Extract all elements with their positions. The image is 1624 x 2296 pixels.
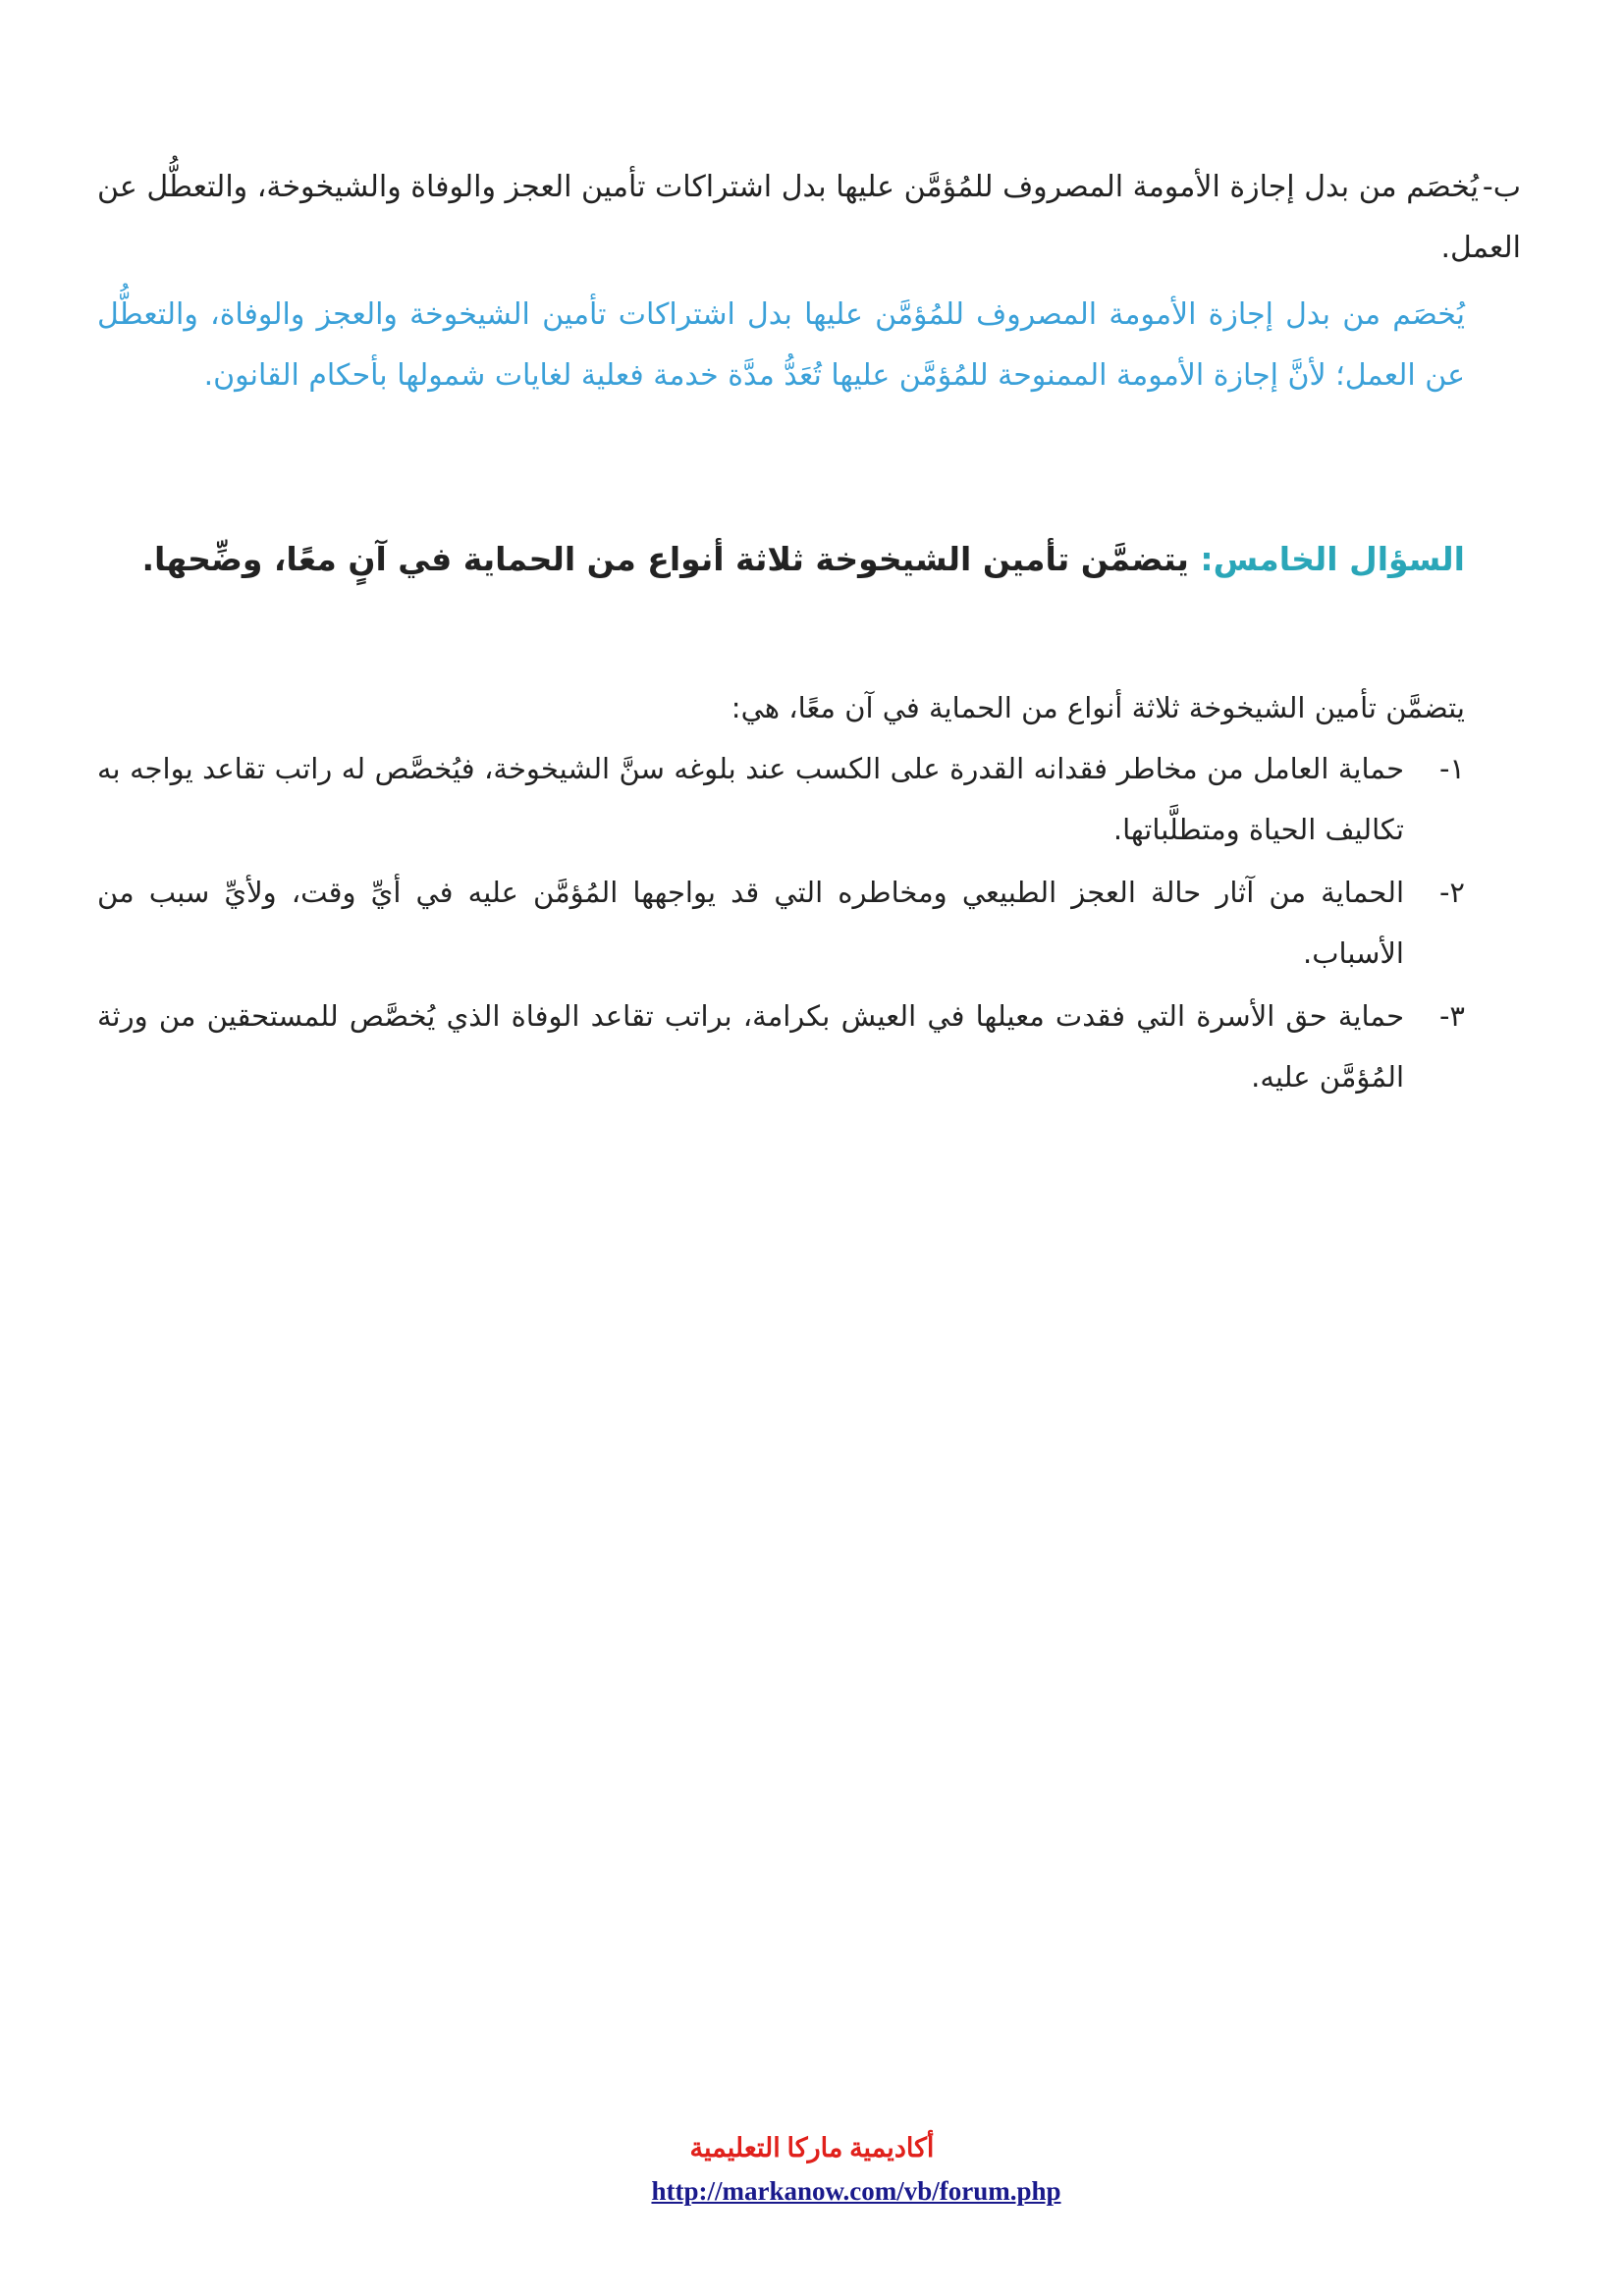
question-5-heading	[97, 527, 1465, 592]
answer-5-list	[97, 738, 1465, 1109]
question-5-text: يتضمَّن تأمين الشيخوخة ثلاثة أنواع من الحماية في آنٍ معًا، وضِّحها.	[141, 540, 1201, 578]
footer-link[interactable]: http://markanow.com/vb/forum.php	[651, 2176, 1061, 2206]
list-item-number: ٢-	[1438, 876, 1465, 909]
list-item-text: الحماية من آثار حالة العجز الطبيعي ومخاطره التي قد يواجهها المُؤمَّن عليه في أيِّ وقت، ولأيِّ سبب من الأسباب.	[97, 876, 1404, 970]
answer-5-intro: يتضمَّن تأمين الشيخوخة ثلاثة أنواع من الحماية في آن معًا، هي:	[731, 691, 1465, 724]
section-b-question-text: يُخصَم من بدل إجازة الأمومة المصروف للمُؤمَّن عليها بدل اشتراكات تأمين العجز والوفاة والشيخوخة، والتعطُّل عن العمل.	[97, 170, 1521, 265]
section-b-question	[97, 157, 1521, 279]
list-item-number: ٣-	[1438, 999, 1465, 1033]
list-item-text: حماية العامل من مخاطر فقدانه القدرة على الكسب عند بلوغه سنَّ الشيخوخة، فيُخصَّص له راتب تقاعد يواجه به تكاليف الحياة ومتطلَّباتها.	[97, 752, 1404, 846]
list-item-number: ١-	[1438, 752, 1465, 785]
list-item-text: حماية حق الأسرة التي فقدت معيلها في العيش بكرامة، براتب تقاعد الوفاة الذي يُخصَّص للمستحقين من ورثة المُؤمَّن عليه.	[97, 999, 1404, 1094]
list-item	[97, 986, 1465, 1107]
page-footer	[0, 2128, 1624, 2211]
list-item	[97, 738, 1465, 860]
section-b-marker: ب-	[1482, 170, 1521, 204]
question-5-separator: :	[1200, 540, 1214, 578]
section-b-answer: يُخصَم من بدل إجازة الأمومة المصروف للمُؤمَّن عليها بدل اشتراكات تأمين الشيخوخة والعجز والوفاة، والتعطُّل عن العمل؛ لأنَّ إجازة الأمومة الممنوحة للمُؤمَّن عليها تُعَدُّ مدَّة خدمة فعلية لغايات شمولها بأحكام القانون.	[97, 297, 1465, 393]
question-5-label: السؤال الخامس	[1213, 540, 1465, 578]
list-item	[97, 862, 1465, 984]
footer-brand: أكاديمية ماركا التعليمية	[689, 2133, 935, 2163]
